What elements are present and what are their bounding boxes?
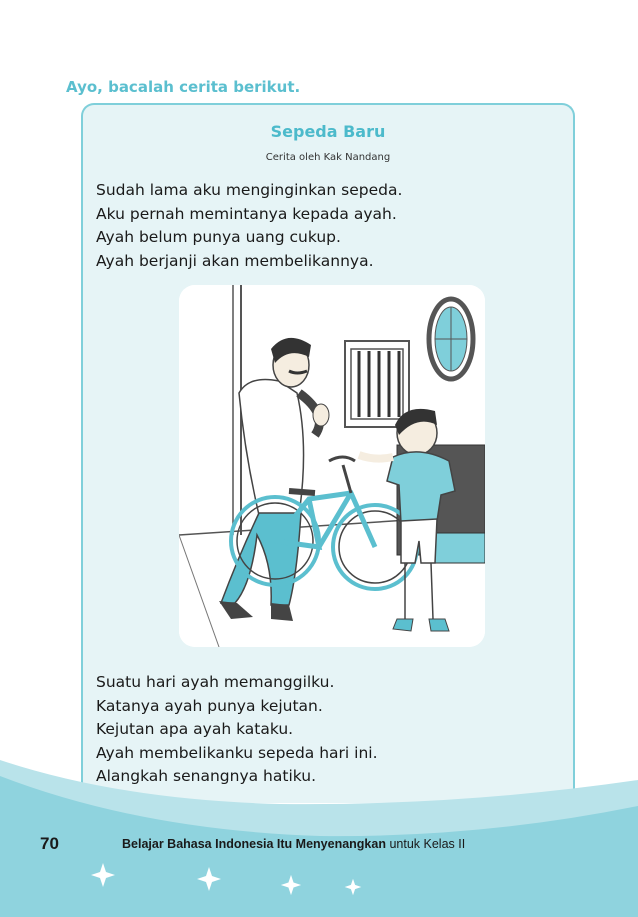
star-icon xyxy=(344,878,362,896)
story-line: Aku pernah memintanya kepada ayah. xyxy=(96,204,397,223)
book-title-rest: untuk Kelas II xyxy=(385,837,466,851)
story-line: Ayah membelikanku sepeda hari ini. xyxy=(96,743,378,762)
story-title: Sepeda Baru xyxy=(270,122,386,141)
illustration-drawing xyxy=(179,285,485,647)
story-line: Ayah berjanji akan membelikannya. xyxy=(96,251,374,270)
story-line: Kejutan apa ayah kataku. xyxy=(96,720,294,738)
page-number: 70 xyxy=(40,834,59,853)
star-icon xyxy=(90,862,116,888)
story-line: Alangkah senangnya hatiku. xyxy=(96,767,316,785)
story-line: Suatu hari ayah memanggilku. xyxy=(96,673,335,691)
book-title xyxy=(122,837,465,851)
star-icon xyxy=(280,874,302,896)
stanza-1 xyxy=(96,179,402,273)
instruction-heading: Ayo, bacalah cerita berikut. xyxy=(66,78,301,96)
book-title-bold: Belajar Bahasa Indonesia Itu Menyenangkan xyxy=(122,837,386,851)
footer-wave-decoration xyxy=(0,740,638,917)
story-box xyxy=(81,103,575,803)
story-line: Katanya ayah punya kejutan. xyxy=(96,696,323,715)
story-line: Ayah belum punya uang cukup. xyxy=(96,228,341,246)
story-author: Cerita oleh Kak Nandang xyxy=(265,152,391,163)
father-son-bicycle-illustration xyxy=(179,285,485,647)
story-line: Sudah lama aku menginginkan sepeda. xyxy=(96,181,403,199)
star-icon xyxy=(196,866,222,892)
